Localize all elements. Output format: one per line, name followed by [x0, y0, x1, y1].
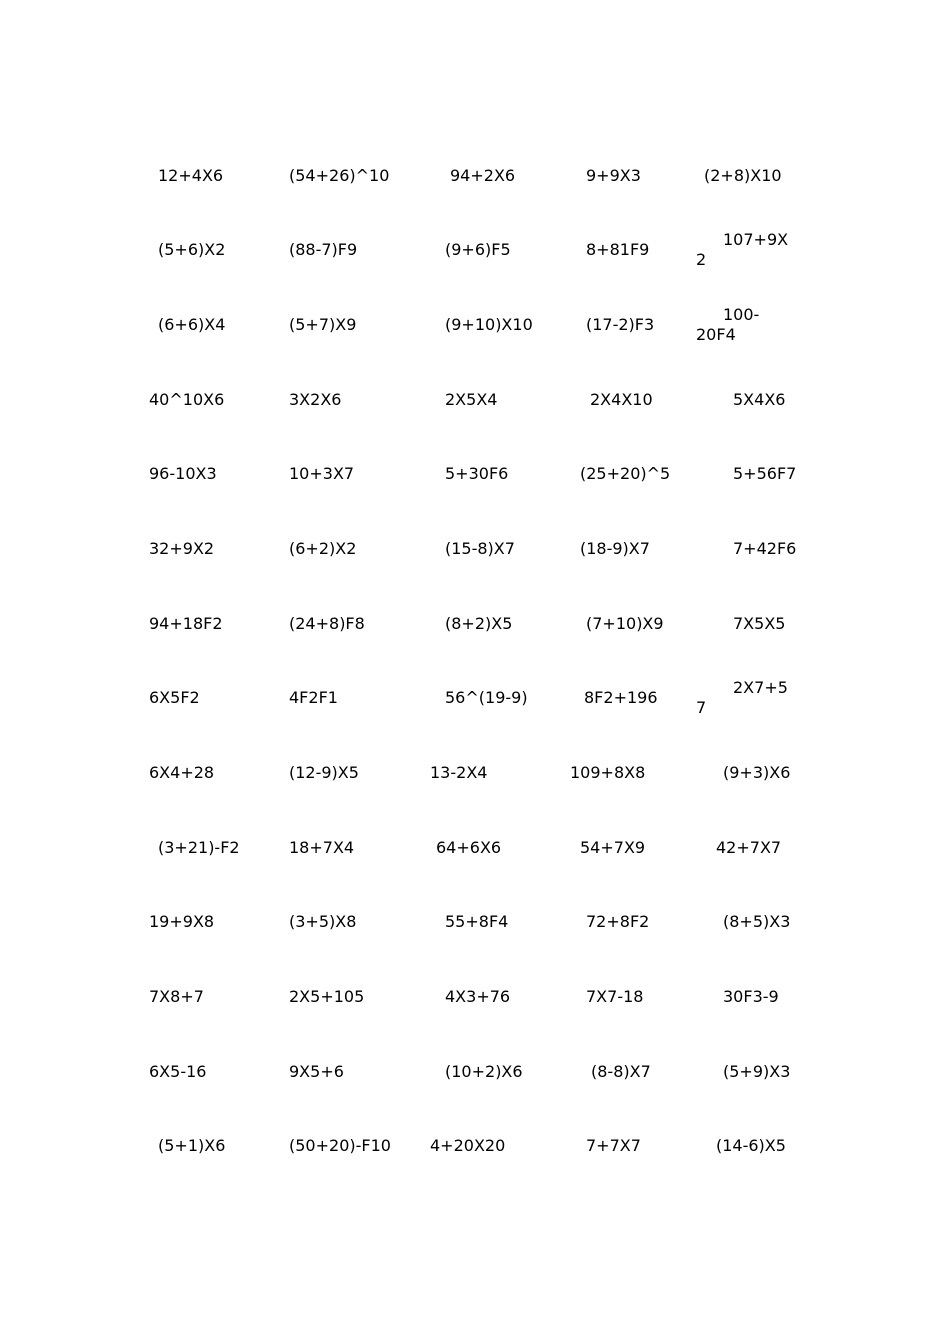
problem-r9-c4: 42+7X7	[716, 838, 782, 857]
problem-r10-c0: 19+9X8	[149, 912, 215, 931]
problem-r7-c4-part2: 7	[696, 698, 707, 717]
problem-r0-c3: 9+9X3	[586, 166, 641, 185]
problem-r6-c1: (24+8)F8	[289, 614, 365, 633]
problem-r5-c4: 7+42F6	[733, 539, 797, 558]
problem-r3-c3: 2X4X10	[590, 390, 653, 409]
problem-r9-c0: (3+21)-F2	[158, 838, 240, 857]
problem-r3-c2: 2X5X4	[445, 390, 498, 409]
problem-r9-c3: 54+7X9	[580, 838, 646, 857]
problem-r8-c0: 6X4+28	[149, 763, 215, 782]
problem-r10-c2: 55+8F4	[445, 912, 509, 931]
problem-r13-c0: (5+1)X6	[158, 1136, 226, 1155]
problem-r13-c2: 4+20X20	[430, 1136, 506, 1155]
problem-r13-c1: (50+20)-F10	[289, 1136, 391, 1155]
problem-r3-c1: 3X2X6	[289, 390, 342, 409]
problem-r1-c2: (9+6)F5	[445, 240, 511, 259]
problem-r7-c3: 8F2+196	[584, 688, 658, 707]
problem-r8-c2: 13-2X4	[430, 763, 488, 782]
problem-r9-c1: 18+7X4	[289, 838, 355, 857]
problem-r2-c3: (17-2)F3	[586, 315, 655, 334]
problem-r0-c1: (54+26)^10	[289, 166, 390, 185]
problem-r12-c3: (8-8)X7	[591, 1062, 651, 1081]
problem-r7-c2: 56^(19-9)	[445, 688, 528, 707]
problem-r0-c0: 12+4X6	[158, 166, 224, 185]
problem-r4-c3: (25+20)^5	[580, 464, 671, 483]
problem-r1-c3: 8+81F9	[586, 240, 650, 259]
problem-r1-c4-part1: 107+9X	[723, 230, 789, 249]
problem-r4-c4: 5+56F7	[733, 464, 797, 483]
problem-r13-c4: (14-6)X5	[716, 1136, 786, 1155]
problem-r12-c4: (5+9)X3	[723, 1062, 791, 1081]
problem-r10-c3: 72+8F2	[586, 912, 650, 931]
problem-r11-c3: 7X7-18	[586, 987, 644, 1006]
problem-r13-c3: 7+7X7	[586, 1136, 641, 1155]
problem-r5-c1: (6+2)X2	[289, 539, 357, 558]
problem-r12-c1: 9X5+6	[289, 1062, 344, 1081]
problem-r2-c4-part2: 20F4	[696, 325, 736, 344]
problem-r10-c4: (8+5)X3	[723, 912, 791, 931]
problem-r11-c4: 30F3-9	[723, 987, 779, 1006]
problem-r11-c2: 4X3+76	[445, 987, 511, 1006]
problem-r4-c1: 10+3X7	[289, 464, 355, 483]
problem-r3-c0: 40^10X6	[149, 390, 225, 409]
problem-r8-c4: (9+3)X6	[723, 763, 791, 782]
problem-r6-c2: (8+2)X5	[445, 614, 513, 633]
problem-r2-c1: (5+7)X9	[289, 315, 357, 334]
problem-r10-c1: (3+5)X8	[289, 912, 357, 931]
problem-r1-c0: (5+6)X2	[158, 240, 226, 259]
problem-r6-c3: (7+10)X9	[586, 614, 664, 633]
problem-r2-c4-part1: 100-	[723, 305, 760, 324]
problem-r6-c0: 94+18F2	[149, 614, 223, 633]
problem-r11-c0: 7X8+7	[149, 987, 204, 1006]
problem-r1-c1: (88-7)F9	[289, 240, 358, 259]
problem-r0-c2: 94+2X6	[450, 166, 516, 185]
problem-r5-c0: 32+9X2	[149, 539, 215, 558]
problem-r7-c1: 4F2F1	[289, 688, 338, 707]
problem-r5-c2: (15-8)X7	[445, 539, 515, 558]
problem-r4-c2: 5+30F6	[445, 464, 509, 483]
problem-r2-c2: (9+10)X10	[445, 315, 533, 334]
problem-r8-c3: 109+8X8	[570, 763, 646, 782]
problem-r1-c4-part2: 2	[696, 250, 707, 269]
problem-r12-c0: 6X5-16	[149, 1062, 207, 1081]
problem-r2-c0: (6+6)X4	[158, 315, 226, 334]
problem-r3-c4: 5X4X6	[733, 390, 786, 409]
problem-r9-c2: 64+6X6	[436, 838, 502, 857]
problem-r4-c0: 96-10X3	[149, 464, 217, 483]
problem-r12-c2: (10+2)X6	[445, 1062, 523, 1081]
problem-r6-c4: 7X5X5	[733, 614, 786, 633]
problem-r8-c1: (12-9)X5	[289, 763, 359, 782]
problem-r11-c1: 2X5+105	[289, 987, 365, 1006]
problem-r7-c4-part1: 2X7+5	[733, 678, 788, 697]
problem-r0-c4: (2+8)X10	[704, 166, 782, 185]
problem-r5-c3: (18-9)X7	[580, 539, 650, 558]
problem-r7-c0: 6X5F2	[149, 688, 200, 707]
